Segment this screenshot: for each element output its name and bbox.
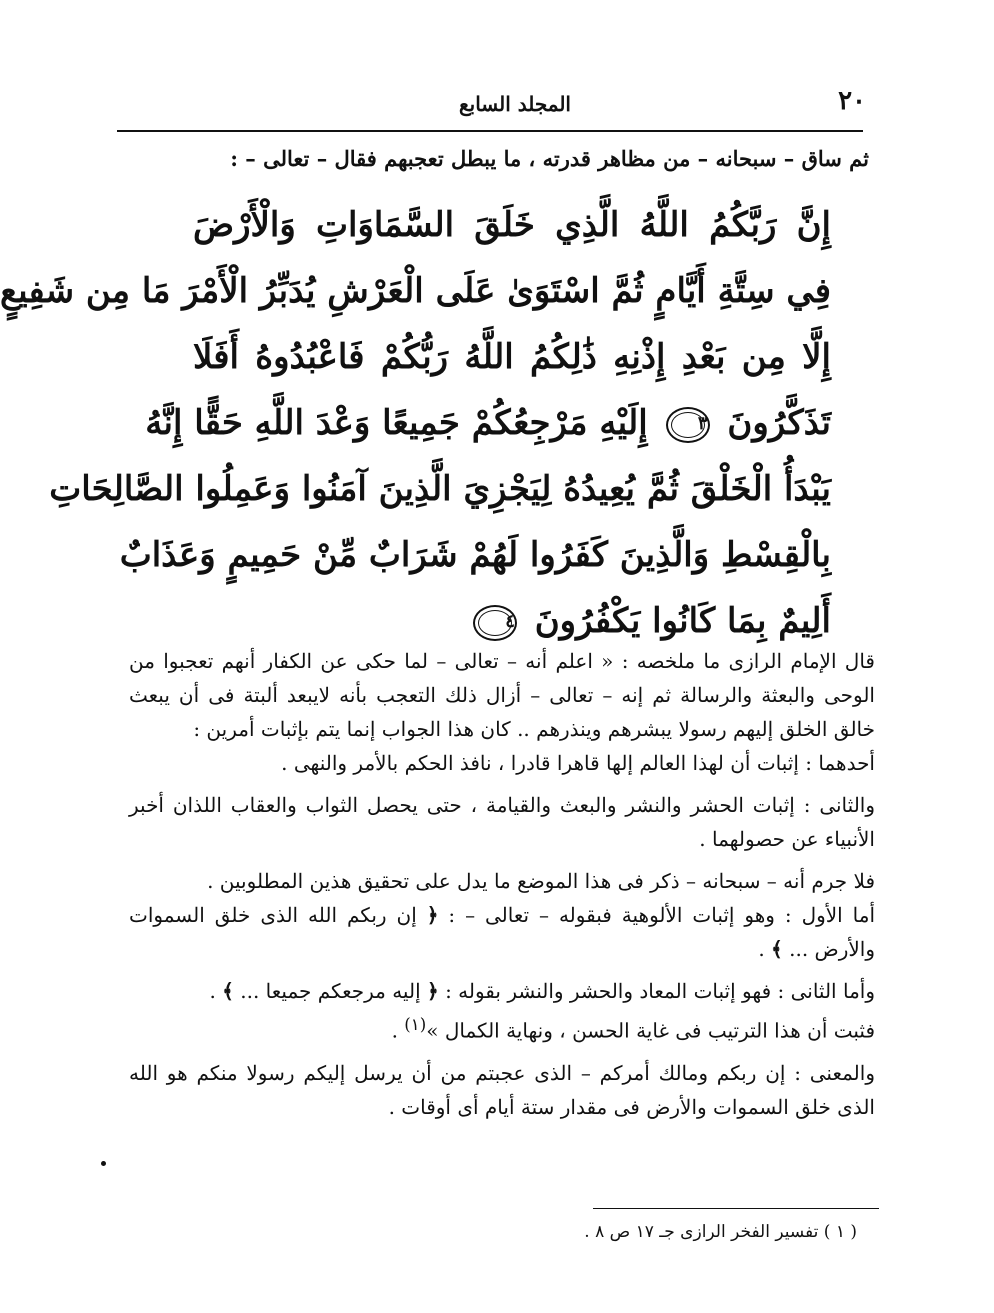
quran-line-part: إِلَيْهِ مَرْجِعُكُمْ جَمِيعًا وَعْدَ اللَّهِ حَقًّا إِنَّهُ bbox=[145, 403, 648, 443]
quran-line-part: أَلِيمٌ بِمَا كَانُوا يَكْفُرُونَ bbox=[534, 601, 831, 641]
footnote: ( ١ ) تفسير الفخر الرازى جـ ١٧ ص ٨ . bbox=[584, 1222, 857, 1242]
quran-line-part: تَذَكَّرُونَ bbox=[727, 403, 831, 443]
ornate-bracket-close: ﴾ bbox=[771, 937, 783, 961]
paragraph: والثانى : إثبات الحشر والنشر والبعث والقيامة ، حتى يحصل الثواب والعقاب اللذان أخبر الأنبياء عن حصولهما . bbox=[129, 793, 875, 851]
quran-quote: إن ربكم الله الذى خلق السموات والأرض ... bbox=[129, 903, 875, 961]
paragraph: قال الإمام الرازى ما ملخصه : « اعلم أنه – تعالى – لما حكى عن الكفار أنهم تعجبوا من الوحى والبعثة والرسالة ثم إنه – تعالى – أزال ذلك التعجب بأنه لايبعد ألبتة فى أن يبعث خالق الخلق إليهم رسولا يبشرهم وينذرهم .. كان هذا الجواب إنما يتم بإثبات أمرين : bbox=[129, 649, 875, 741]
paragraph: فثبت أن هذا الترتيب فى غاية الحسن ، ونهاية الكمال »$^{(١)}$ . bbox=[391, 1015, 875, 1043]
footnote-reference: (١) bbox=[404, 1015, 427, 1034]
paragraph-text: وأما الثانى : فهو إثبات المعاد والحشر والنشر بقوله : bbox=[445, 979, 875, 1003]
paragraph: والمعنى : إن ربكم ومالك أمركم – الذى عجبتم من أن يرسل إليكم رسولا منكم هو الله الذى خلق السموات والأرض فى مقدار ستة أيام أى أوقات . bbox=[129, 1060, 875, 1119]
ayah-number-marker: ٤ bbox=[473, 605, 517, 641]
ornate-bracket-close: ﴾ bbox=[222, 979, 234, 1003]
paragraph-text: فثبت أن هذا الترتيب فى غاية الحسن ، ونهاية الكمال » bbox=[426, 1018, 875, 1043]
quran-line: فِي سِتَّةِ أَيَّامٍ ثُمَّ اسْتَوَىٰ عَلَى الْعَرْشِ يُدَبِّرُ الْأَمْرَ مَا مِن شَفِيعٍ bbox=[0, 271, 831, 311]
intro-line: ثم ساق – سبحانه – من مظاهر قدرته ، ما يبطل تعجبهم فقال – تعالى – : bbox=[230, 146, 869, 171]
ayah-number-marker: ٣ bbox=[666, 407, 710, 443]
quran-line: إِلَّا مِن بَعْدِ إِذْنِهِ ذَٰلِكُمُ اللَّهُ رَبُّكُمْ فَاعْبُدُوهُ أَفَلَا bbox=[193, 337, 831, 377]
page-number: ٢٠ bbox=[838, 86, 866, 116]
ornate-bracket-open: ﴿ bbox=[426, 903, 439, 927]
paragraph: أحدهما : إثبات أن لهذا العالم إلها قاهرا قادرا ، نافذ الحكم بالأمر والنهى . bbox=[281, 751, 875, 775]
quran-verses bbox=[0, 192, 831, 654]
ornate-bracket-open: ﴿ bbox=[426, 979, 439, 1003]
quran-line: بِالْقِسْطِ وَالَّذِينَ كَفَرُوا لَهُمْ شَرَابٌ مِّنْ حَمِيمٍ وَعَذَابٌ bbox=[119, 535, 831, 575]
paragraph: فلا جرم أنه – سبحانه – ذكر فى هذا الموضع ما يدل على تحقيق هذين المطلوبين . bbox=[207, 869, 875, 893]
quran-quote: إليه مرجعكم جميعا ... bbox=[240, 979, 421, 1003]
quran-line: يَبْدَأُ الْخَلْقَ ثُمَّ يُعِيدُهُ لِيَجْزِيَ الَّذِينَ آمَنُوا وَعَمِلُوا الصَّالِحَاتِ bbox=[49, 469, 831, 509]
paragraph-text: أما الأول : وهو إثبات الألوهية فبقوله – تعالى – : bbox=[448, 903, 876, 927]
footnote-rule bbox=[593, 1208, 879, 1209]
header-rule bbox=[117, 130, 863, 132]
commentary-text bbox=[129, 644, 875, 1124]
paragraph: أما الأول : وهو إثبات الألوهية فبقوله – تعالى – : ﴿ إن ربكم الله الذى خلق السموات والأرض ... ﴾ . bbox=[129, 903, 876, 961]
quran-line bbox=[145, 390, 831, 456]
quran-line: إِنَّ رَبَّكُمُ اللَّهُ الَّذِي خَلَقَ السَّمَاوَاتِ وَالْأَرْضَ bbox=[193, 205, 831, 245]
paragraph: وأما الثانى : فهو إثبات المعاد والحشر والنشر بقوله : ﴿ إليه مرجعكم جميعا ... ﴾ . bbox=[209, 979, 875, 1003]
volume-title: المجلد السابع bbox=[458, 92, 571, 116]
margin-dot bbox=[101, 1161, 106, 1166]
